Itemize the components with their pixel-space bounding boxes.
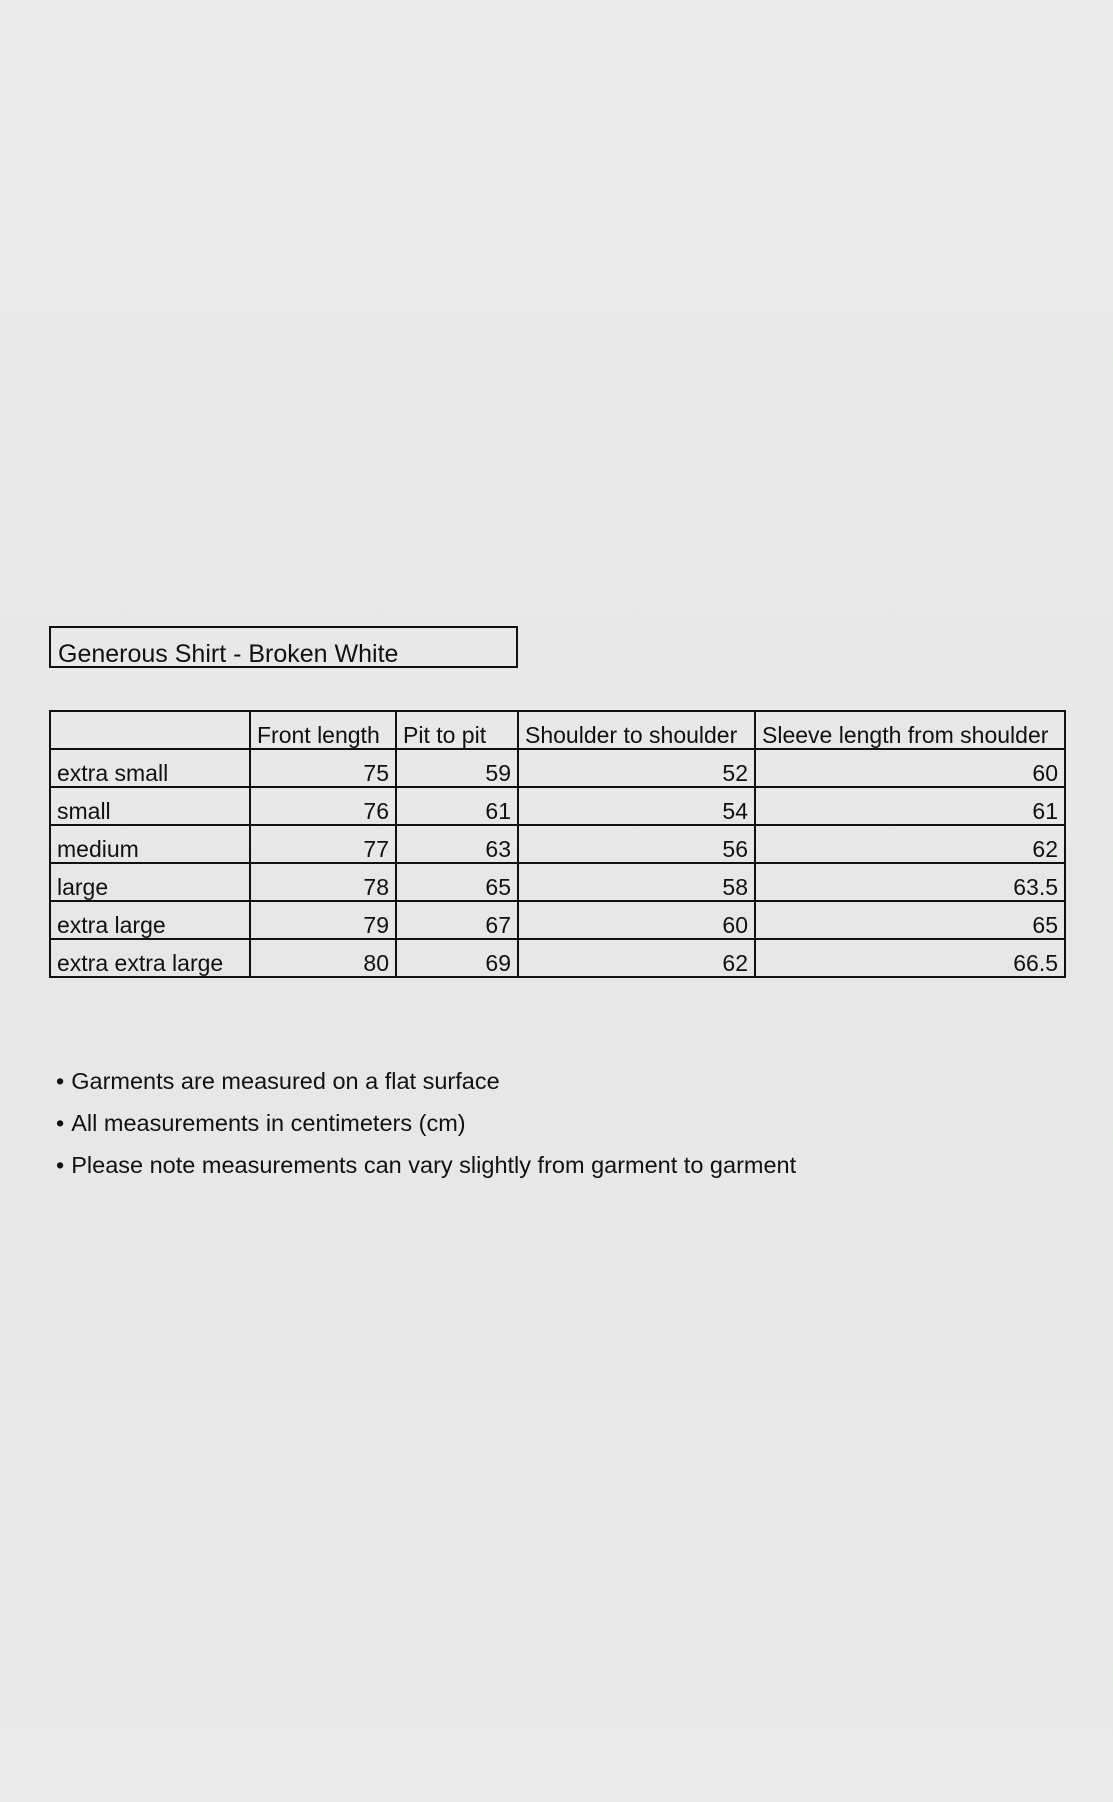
pit-to-pit-value: 65 <box>396 863 518 901</box>
pit-to-pit-value: 67 <box>396 901 518 939</box>
pit-to-pit-value: 69 <box>396 939 518 977</box>
size-label: extra small <box>50 749 250 787</box>
header-sleeve-length: Sleeve length from shoulder <box>755 711 1065 749</box>
table-row <box>50 863 1065 901</box>
shoulder-value: 56 <box>518 825 755 863</box>
table-header-row <box>50 711 1065 749</box>
header-front-length: Front length <box>250 711 396 749</box>
bullet-icon: • <box>56 1152 65 1178</box>
sleeve-length-value: 62 <box>755 825 1065 863</box>
front-length-value: 78 <box>250 863 396 901</box>
shoulder-value: 60 <box>518 901 755 939</box>
table-row <box>50 939 1065 977</box>
front-length-value: 76 <box>250 787 396 825</box>
size-label: extra large <box>50 901 250 939</box>
table-row <box>50 749 1065 787</box>
size-label: extra extra large <box>50 939 250 977</box>
sleeve-length-value: 66.5 <box>755 939 1065 977</box>
note-text: Garments are measured on a flat surface <box>71 1068 500 1094</box>
note-text: All measurements in centimeters (cm) <box>71 1110 466 1136</box>
header-shoulder-to-shoulder: Shoulder to shoulder <box>518 711 755 749</box>
header-pit-to-pit: Pit to pit <box>396 711 518 749</box>
front-length-value: 77 <box>250 825 396 863</box>
bullet-icon: • <box>56 1110 65 1136</box>
note-text: Please note measurements can vary slightly from garment to garment <box>71 1152 797 1178</box>
size-table <box>49 710 1066 978</box>
front-length-value: 80 <box>250 939 396 977</box>
product-title: Generous Shirt - Broken White <box>49 626 518 668</box>
note-item <box>56 1060 796 1102</box>
bullet-icon: • <box>56 1068 65 1094</box>
sleeve-length-value: 60 <box>755 749 1065 787</box>
pit-to-pit-value: 63 <box>396 825 518 863</box>
size-label: large <box>50 863 250 901</box>
front-length-value: 75 <box>250 749 396 787</box>
header-cell-empty <box>50 711 250 749</box>
table-row <box>50 825 1065 863</box>
pit-to-pit-value: 61 <box>396 787 518 825</box>
measurement-notes <box>56 1060 796 1186</box>
note-item <box>56 1102 796 1144</box>
shoulder-value: 58 <box>518 863 755 901</box>
note-item <box>56 1144 796 1186</box>
shoulder-value: 52 <box>518 749 755 787</box>
size-label: small <box>50 787 250 825</box>
shoulder-value: 62 <box>518 939 755 977</box>
sleeve-length-value: 61 <box>755 787 1065 825</box>
shoulder-value: 54 <box>518 787 755 825</box>
table-row <box>50 787 1065 825</box>
sleeve-length-value: 63.5 <box>755 863 1065 901</box>
front-length-value: 79 <box>250 901 396 939</box>
sleeve-length-value: 65 <box>755 901 1065 939</box>
table-row <box>50 901 1065 939</box>
pit-to-pit-value: 59 <box>396 749 518 787</box>
size-label: medium <box>50 825 250 863</box>
